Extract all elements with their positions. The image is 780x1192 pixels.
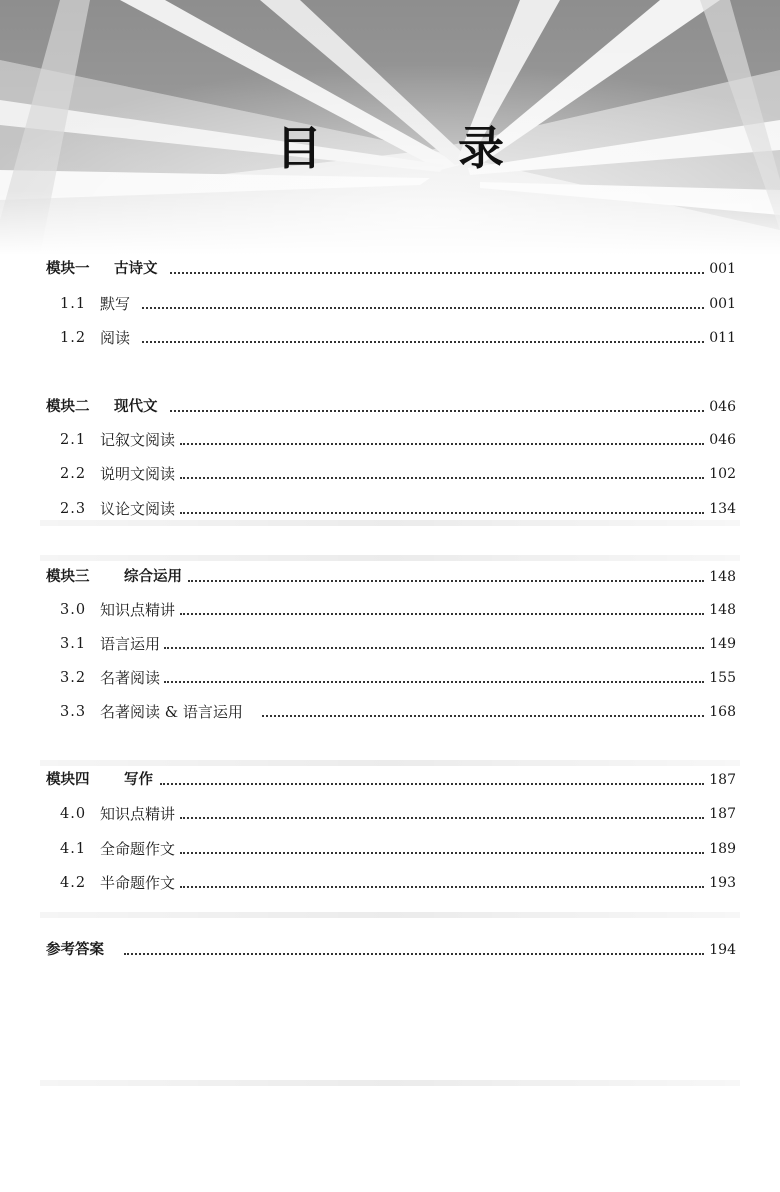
toc-module-entry[interactable] bbox=[0, 768, 780, 792]
section-title: 知识点精讲 bbox=[100, 805, 176, 823]
section-title: 名著阅读 & 语言运用 bbox=[100, 703, 243, 721]
dot-leader bbox=[180, 817, 704, 819]
section-number: 4.2 bbox=[60, 875, 87, 891]
toc-section-entry[interactable] bbox=[0, 497, 780, 521]
section-number: 2.2 bbox=[60, 466, 87, 482]
page-number: 149 bbox=[709, 636, 736, 652]
page-number: 193 bbox=[709, 875, 736, 891]
dot-leader bbox=[142, 307, 704, 309]
section-title: 议论文阅读 bbox=[100, 500, 176, 518]
page-title: 目 录 bbox=[275, 121, 564, 175]
toc-module-entry[interactable] bbox=[0, 257, 780, 281]
page-number: 148 bbox=[709, 569, 736, 585]
module-label: 模块四 bbox=[46, 772, 90, 788]
section-number: 2.1 bbox=[60, 432, 87, 448]
toc-module-entry[interactable] bbox=[0, 395, 780, 419]
answers-title: 参考答案 bbox=[46, 942, 104, 958]
toc-section-entry[interactable] bbox=[0, 598, 780, 622]
bleed-through-mark bbox=[40, 912, 740, 918]
section-title: 知识点精讲 bbox=[100, 601, 176, 619]
page-number: 155 bbox=[709, 670, 736, 686]
dot-leader bbox=[124, 953, 704, 955]
section-number: 3.1 bbox=[60, 636, 87, 652]
bleed-through-mark bbox=[40, 1080, 740, 1086]
dot-leader bbox=[164, 681, 704, 683]
page-number: 187 bbox=[709, 772, 736, 788]
page-number: 194 bbox=[709, 942, 736, 958]
section-title: 语言运用 bbox=[100, 635, 161, 653]
section-number: 1.1 bbox=[60, 296, 87, 312]
section-number: 1.2 bbox=[60, 330, 87, 346]
page-number: 187 bbox=[709, 806, 736, 822]
bleed-through-mark bbox=[40, 555, 740, 561]
dot-leader bbox=[180, 886, 704, 888]
toc-section-entry[interactable] bbox=[0, 871, 780, 895]
dot-leader bbox=[262, 715, 704, 717]
toc-section-entry[interactable] bbox=[0, 837, 780, 861]
dot-leader bbox=[180, 613, 704, 615]
dot-leader bbox=[188, 580, 704, 582]
dot-leader bbox=[180, 852, 704, 854]
toc-section-entry[interactable] bbox=[0, 462, 780, 486]
dot-leader bbox=[180, 512, 704, 514]
module-label: 模块二 bbox=[46, 399, 90, 415]
section-title: 名著阅读 bbox=[100, 669, 161, 687]
section-number: 3.3 bbox=[60, 704, 87, 720]
page-number: 001 bbox=[709, 296, 736, 312]
dot-leader bbox=[180, 443, 704, 445]
toc-module-entry[interactable] bbox=[0, 565, 780, 589]
section-title: 默写 bbox=[100, 295, 131, 313]
module-label: 模块一 bbox=[46, 261, 90, 277]
module-label: 模块三 bbox=[46, 569, 90, 585]
section-number: 2.3 bbox=[60, 501, 87, 517]
dot-leader bbox=[142, 341, 704, 343]
toc-section-entry[interactable] bbox=[0, 632, 780, 656]
dot-leader bbox=[164, 647, 704, 649]
section-number: 4.0 bbox=[60, 806, 87, 822]
dot-leader bbox=[170, 410, 704, 412]
module-title: 现代文 bbox=[114, 399, 158, 415]
page-number: 011 bbox=[709, 330, 736, 346]
section-title: 阅读 bbox=[100, 329, 131, 347]
toc-section-entry[interactable] bbox=[0, 428, 780, 452]
dot-leader bbox=[170, 272, 704, 274]
toc-section-entry[interactable] bbox=[0, 326, 780, 350]
page-number: 102 bbox=[709, 466, 736, 482]
section-title: 说明文阅读 bbox=[100, 465, 176, 483]
page-number: 168 bbox=[709, 704, 736, 720]
page-number: 148 bbox=[709, 602, 736, 618]
bleed-through-mark bbox=[40, 760, 740, 766]
dot-leader bbox=[180, 477, 704, 479]
page-number: 001 bbox=[709, 261, 736, 277]
toc-section-entry[interactable] bbox=[0, 666, 780, 690]
module-title: 写作 bbox=[124, 772, 153, 788]
toc-answers-entry[interactable] bbox=[0, 938, 780, 962]
toc-section-entry[interactable] bbox=[0, 292, 780, 316]
page-number: 046 bbox=[709, 432, 736, 448]
toc-section-entry[interactable] bbox=[0, 802, 780, 826]
page-number: 046 bbox=[709, 399, 736, 415]
section-number: 4.1 bbox=[60, 841, 87, 857]
page-number: 189 bbox=[709, 841, 736, 857]
section-title: 半命题作文 bbox=[100, 874, 176, 892]
module-title: 综合运用 bbox=[124, 569, 182, 585]
page-number: 134 bbox=[709, 501, 736, 517]
toc-section-entry[interactable] bbox=[0, 700, 780, 724]
section-number: 3.0 bbox=[60, 602, 87, 618]
section-title: 记叙文阅读 bbox=[100, 431, 176, 449]
section-number: 3.2 bbox=[60, 670, 87, 686]
section-title: 全命题作文 bbox=[100, 840, 176, 858]
dot-leader bbox=[160, 783, 704, 785]
module-title: 古诗文 bbox=[114, 261, 158, 277]
